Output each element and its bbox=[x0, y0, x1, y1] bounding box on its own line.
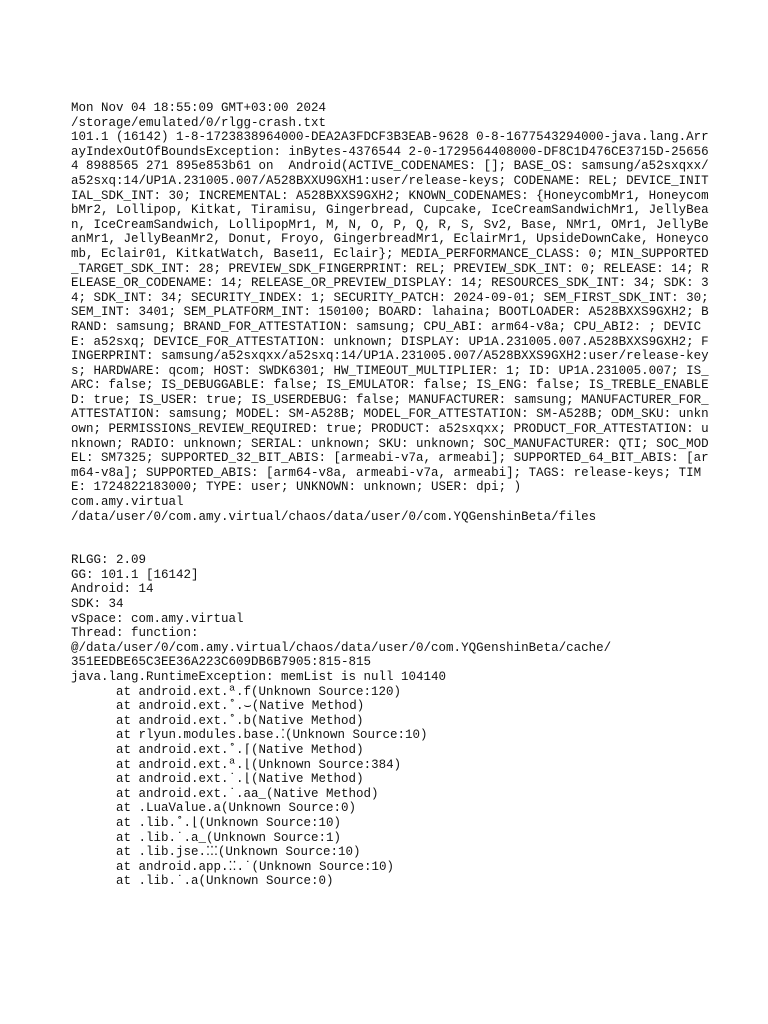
stack-frame: at .lib.˙.a_(Unknown Source:1) bbox=[116, 830, 342, 845]
script-hash: 351EEDBE65C3EE36A223C609DB6B7905:815-815 bbox=[71, 655, 372, 670]
crash-timestamp: Mon Nov 04 18:55:09 GMT+03:00 2024 bbox=[71, 101, 327, 115]
stack-frame: at android.ext.˙.aa_(Native Method) bbox=[116, 786, 379, 801]
stack-trace bbox=[71, 685, 711, 889]
gg-version: GG: 101.1 [16142] bbox=[71, 567, 199, 582]
stack-frame: at .lib.jse.⁚⁚⁚(Unknown Source:10) bbox=[116, 845, 361, 860]
stack-frame: at android.ext.ª.f(Unknown Source:120) bbox=[116, 684, 402, 699]
stack-frame: at .LuaValue.a(Unknown Source:0) bbox=[116, 801, 357, 816]
stack-frame: at android.ext.˚.b(Native Method) bbox=[116, 713, 364, 728]
exception-message: java.lang.RuntimeException: memList is null 104140 bbox=[71, 669, 447, 684]
thread-name: Thread: function: bbox=[71, 626, 199, 641]
stack-frame: at android.ext.˙.⌊(Native Method) bbox=[116, 772, 364, 787]
package-name: com.amy.virtual bbox=[71, 495, 184, 510]
sdk-version: SDK: 34 bbox=[71, 597, 124, 611]
blank-gap bbox=[71, 524, 711, 553]
stack-frame: at android.ext.˚.⌣(Native Method) bbox=[116, 699, 365, 714]
rlgg-version: RLGG: 2.09 bbox=[71, 553, 147, 568]
vspace-name: vSpace: com.amy.virtual bbox=[71, 611, 244, 626]
stack-frame: at android.app.⁚⁚.˙(Unknown Source:10) bbox=[116, 859, 394, 874]
crash-file-path: /storage/emulated/0/rlgg-crash.txt bbox=[71, 115, 327, 130]
android-version: Android: 14 bbox=[71, 582, 154, 597]
stack-frame: at android.ext.˚.⌈(Native Method) bbox=[116, 742, 364, 757]
crash-device-info: 101.1 (16142) 1-8-1723838964000-DEA2A3FDCF3B3EAB-9628 0-8-1677543294000-java.lang.ArrayIndexOutOfBoundsException: inBytes-4376544 2-0-1729564408000-DF8C1D476CE3715D-256564 8988565 271 895e853b61 on Android(ACTIVE_CODENAMES: []; BASE_OS: samsung/a52sxqxx/a52sxq:14/UP1A.231005.007/A528BXXU9GXH1:user/release-keys; CODENAME: REL; DEVICE_INITIAL_SDK_INT: 30; INCREMENTAL: A528BXXS9GXH2; KNOWN_CODENAMES: {HoneycombMr1, HoneycombMr2, Lollipop, Kitkat, Tiramisu, Gingerbread, Cupcake, IceCreamSandwichMr1, JellyBean, IceCreamSandwich, LollipopMr1, M, N, O, P, Q, R, S, Sv2, Base, NMr1, OMr1, JellyBeanMr1, JellyBeanMr2, Donut, Froyo, GingerbreadMr1, EclairMr1, UpsideDownCake, Honeycomb, Eclair01, KitkatWatch, Base11, Eclair}; MEDIA_PERFORMANCE_CLASS: 0; MIN_SUPPORTED_TARGET_SDK_INT: 28; PREVIEW_SDK_FINGERPRINT: REL; PREVIEW_SDK_INT: 0; RELEASE: 14; RELEASE_OR_CODENAME: 14; RELEASE_OR_PREVIEW_DISPLAY: 14; RESOURCES_SDK_INT: 34; SDK: 34; SDK_INT: 34; SECURITY_INDEX: 1; SECURITY_PATCH: 2024-09-01; SEM_FIRST_SDK_INT: 30; SEM_INT: 3401; SEM_PLATFORM_INT: 150100; BOARD: lahaina; BOOTLOADER: A528BXXS9GXH2; BRAND: samsung; BRAND_FOR_ATTESTATION: samsung; CPU_ABI: arm64-v8a; CPU_ABI2: ; DEVICE: a52sxq; DEVICE_FOR_ATTESTATION: unknown; DISPLAY: UP1A.231005.007.A528BXXS9GXH2; FINGERPRINT: samsung/a52sxqxx/a52sxq:14/UP1A.231005.007/A528BXXS9GXH2:user/release-keys; HARDWARE: qcom; HOST: SWDK6301; HW_TIMEOUT_MULTIPLIER: 1; ID: UP1A.231005.007; IS_ARC: false; IS_DEBUGGABLE: false; IS_EMULATOR: false; IS_ENG: false; IS_TREBLE_ENABLED: true; IS_USER: true; IS_USERDEBUG: false; MANUFACTURER: samsung; MANUFACTURER_FOR_ATTESTATION: samsung; MODEL: SM-A528B; MODEL_FOR_ATTESTATION: SM-A528B; ODM_SKU: unknown; PERMISSIONS_REVIEW_REQUIRED: true; PRODUCT: a52sxqxx; PRODUCT_FOR_ATTESTATION: unknown; RADIO: unknown; SERIAL: unknown; SKU: unknown; SOC_MANUFACTURER: QTI; SOC_MODEL: SM7325; SUPPORTED_32_BIT_ABIS: [armeabi-v7a, armeabi]; SUPPORTED_64_BIT_ABIS: [arm64-v8a]; SUPPORTED_ABIS: [arm64-v8a, armeabi-v7a, armeabi]; TAGS: release-keys; TIME: 1724822183000; TYPE: user; UNKNOWN: unknown; USER: dpi; ) bbox=[71, 130, 717, 495]
stack-frame: at .lib.˙.a(Unknown Source:0) bbox=[116, 874, 334, 889]
crash-log-document bbox=[71, 101, 717, 889]
stack-frame: at android.ext.ª.⌊(Unknown Source:384) bbox=[116, 757, 402, 772]
files-path: /data/user/0/com.amy.virtual/chaos/data/user/0/com.YQGenshinBeta/files bbox=[71, 509, 597, 524]
stack-frame: at rlyun.modules.base.⁚(Unknown Source:10) bbox=[116, 728, 428, 743]
script-path: @/data/user/0/com.amy.virtual/chaos/data/user/0/com.YQGenshinBeta/cache/ bbox=[71, 640, 612, 655]
stack-frame: at .lib.˚.⌊(Unknown Source:10) bbox=[116, 815, 342, 830]
